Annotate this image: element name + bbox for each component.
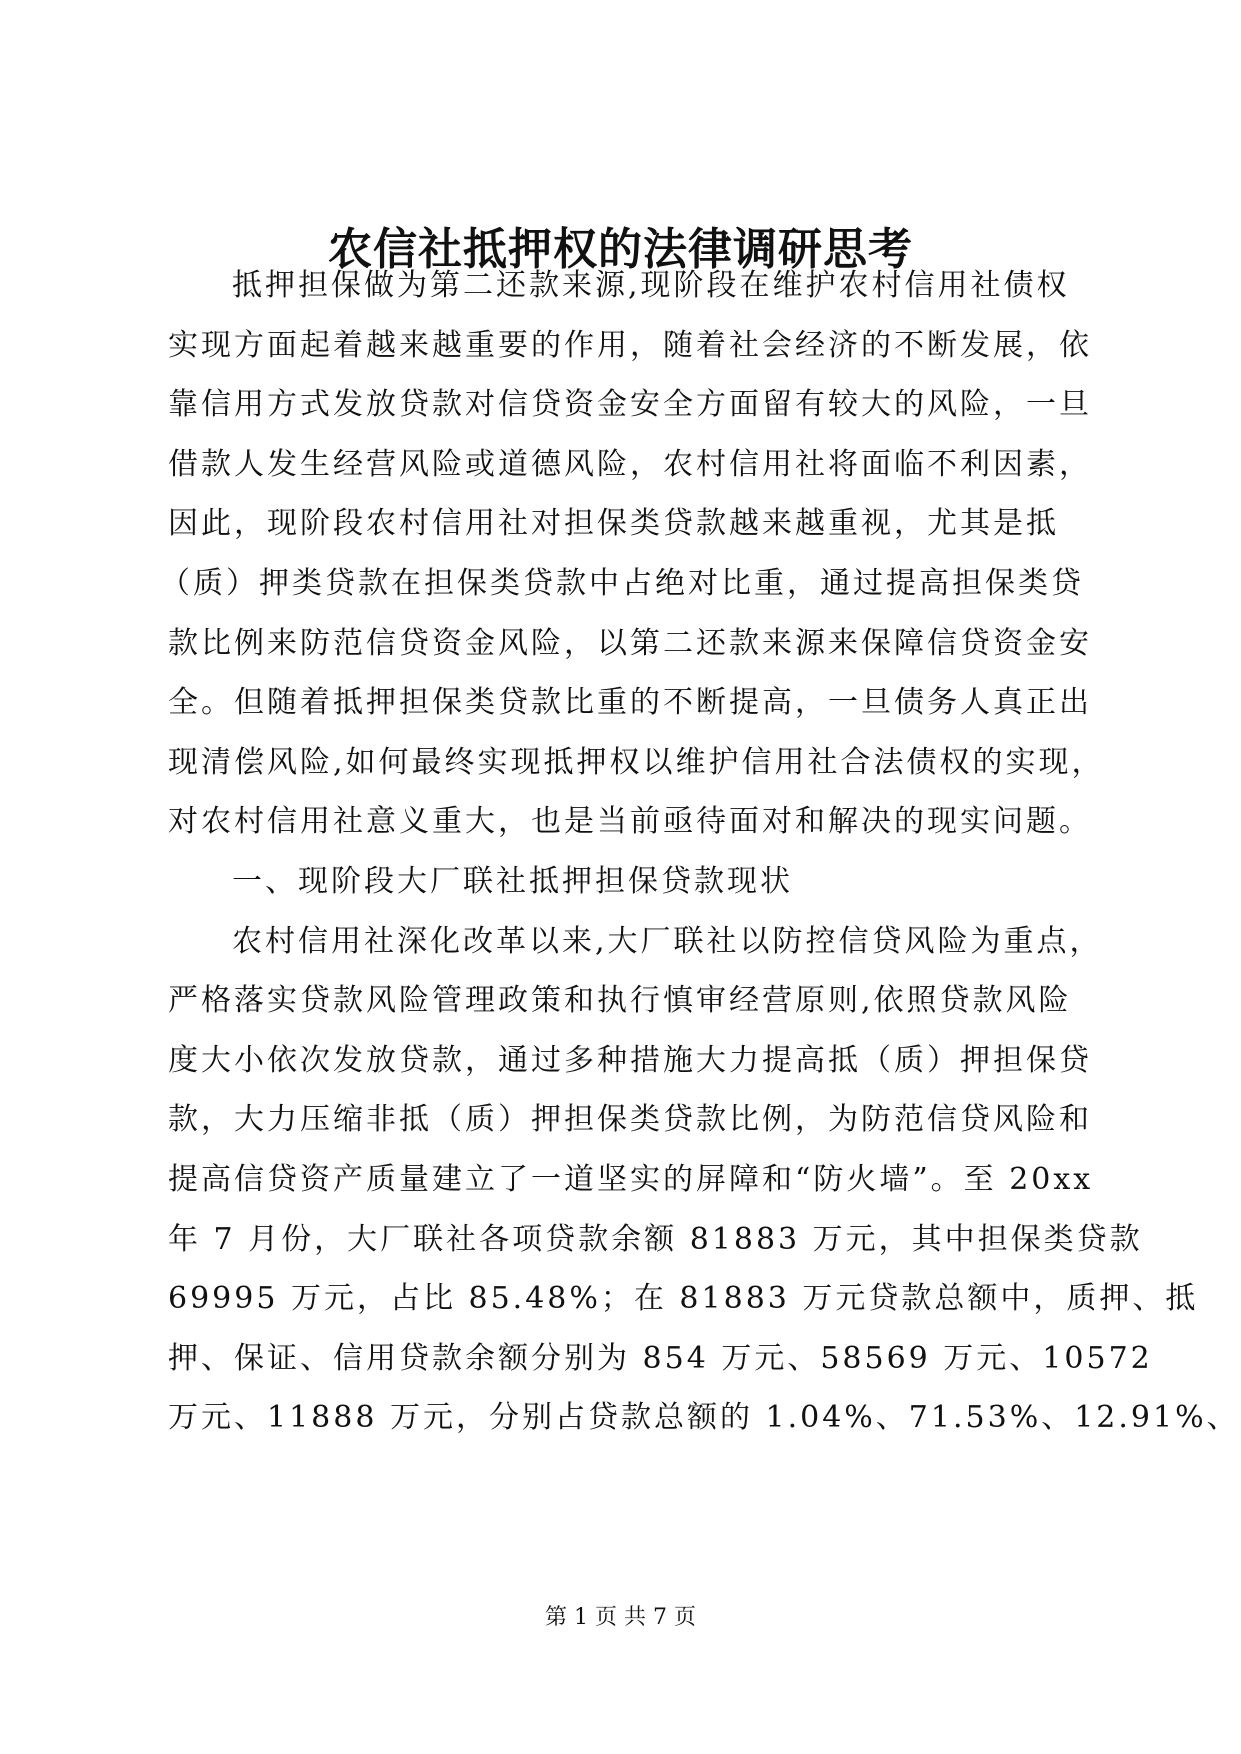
paragraph-line: 因此，现阶段农村信用社对担保类贷款越来越重视，尤其是抵 bbox=[168, 506, 1059, 541]
paragraph-line: 实现方面起着越来越重要的作用，随着社会经济的不断发展，依 bbox=[168, 328, 1092, 363]
paragraph-line: 款，大力压缩非抵（质）押担保类贷款比例，为防范信贷风险和 bbox=[168, 1102, 1092, 1137]
paragraph-line: 全。但随着抵押担保类贷款比重的不断提高，一旦债务人真正出 bbox=[168, 685, 1092, 720]
paragraph-line: 押、保证、信用贷款余额分别为 854 万元、58569 万元、10572 bbox=[168, 1341, 1153, 1376]
paragraph-line: 度大小依次发放贷款，通过多种措施大力提高抵（质）押担保贷 bbox=[168, 1043, 1092, 1078]
paragraph-line: （质）押类贷款在担保类贷款中占绝对比重，通过提高担保类贷 bbox=[160, 566, 1084, 601]
page-number-footer: 第 1 页 共 7 页 bbox=[545, 1605, 696, 1630]
paragraph-line: 严格落实贷款风险管理政策和执行慎审经营原则,依照贷款风险 bbox=[168, 983, 1072, 1018]
paragraph-line: 对农村信用社意义重大，也是当前亟待面对和解决的现实问题。 bbox=[168, 804, 1092, 839]
section-heading: 一、现阶段大厂联社抵押担保贷款现状 bbox=[232, 864, 793, 899]
paragraph-line: 款比例来防范信贷资金风险，以第二还款来源来保障信贷资金安 bbox=[168, 626, 1092, 661]
paragraph-line: 靠信用方式发放贷款对信贷资金安全方面留有较大的风险，一旦 bbox=[168, 387, 1092, 422]
paragraph-line: 借款人发生经营风险或道德风险，农村信用社将面临不利因素， bbox=[168, 447, 1092, 482]
document-title: 农信社抵押权的法律调研思考 bbox=[328, 224, 913, 275]
paragraph-line: 万元、11888 万元，分别占贷款总额的 1.04%、71.53%、12.91%、 bbox=[168, 1400, 1240, 1435]
paragraph-line: 提高信贷资产质量建立了一道坚实的屏障和“防火墙”。至 20xx bbox=[168, 1162, 1094, 1197]
paragraph-line: 年 7 月份，大厂联社各项贷款余额 81883 万元，其中担保类贷款 bbox=[168, 1222, 1143, 1257]
paragraph-line: 69995 万元，占比 85.48%；在 81883 万元贷款总额中，质押、抵 bbox=[168, 1281, 1199, 1316]
paragraph-line: 农村信用社深化改革以来,大厂联社以防控信贷风险为重点， bbox=[232, 924, 1103, 959]
paragraph-line: 现清偿风险,如何最终实现抵押权以维护信用社合法债权的实现， bbox=[168, 745, 1105, 780]
paragraph-line: 抵押担保做为第二还款来源,现阶段在维护农村信用社债权 bbox=[232, 268, 1070, 303]
